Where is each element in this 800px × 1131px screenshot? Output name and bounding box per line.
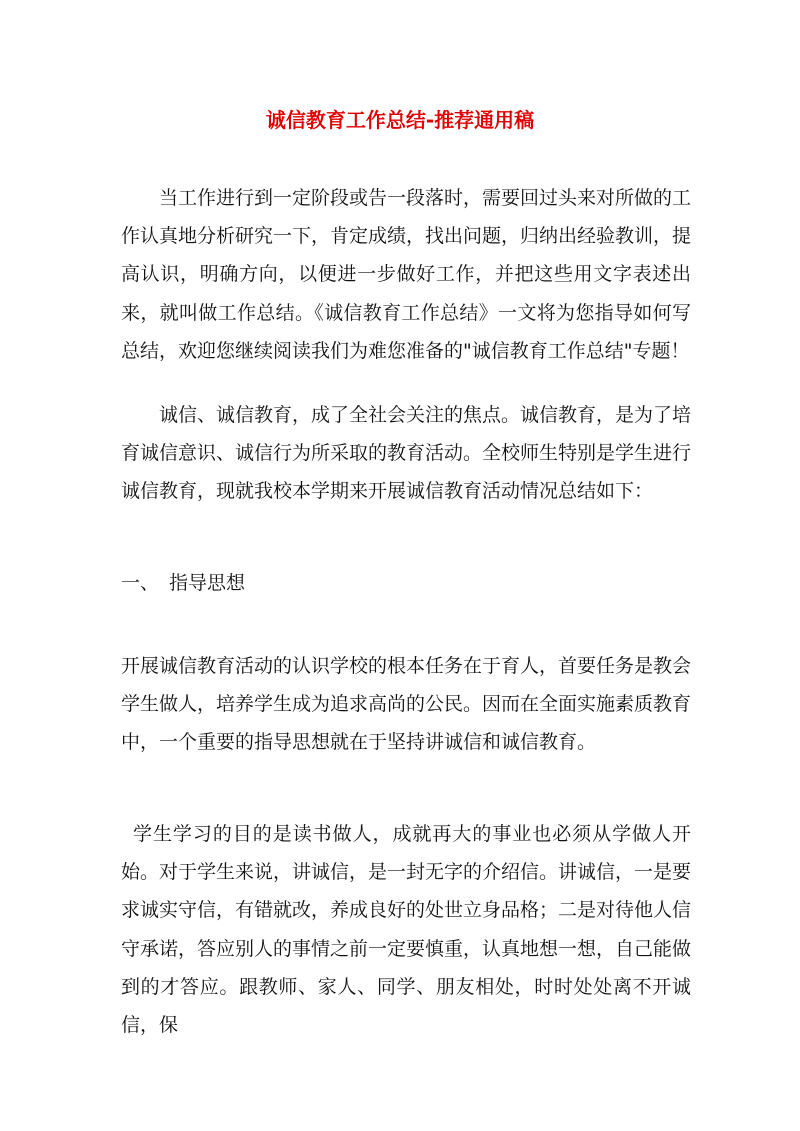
section-label: 指导思想 [169,572,246,594]
section-heading-guiding-ideology [121,564,245,602]
paragraph-overview: 诚信、诚信教育，成了全社会关注的焦点。诚信教育，是为了培育诚信意识、诚信行为所采取的教育活动。全校师生特别是学生进行诚信教育，现就我校本学期来开展诚信教育活动情况总结如下： [121,404,692,503]
paragraph-guiding-ideology: 开展诚信教育活动的认识学校的根本任务在于育人，首要任务是教会学生做人，培养学生成为追求高尚的公民。因而在全面实施素质教育中，一个重要的指导思想就在于坚持讲诚信和诚信教育。 [121,655,692,754]
section-number: 一、 [121,572,160,594]
paragraph-intro: 当工作进行到一定阶段或告一段落时，需要回过头来对所做的工作认真地分析研究一下，肯定成绩，找出问题，归纳出经验教训，提高认识，明确方向，以便进一步做好工作，并把这些用文字表述出来，就叫做工作总结。《诚信教育工作总结》一文将为您指导如何写总结，欢迎您继续阅读我们为难您准备的"诚信教育工作总结"专题！ [121,187,692,362]
paragraph-student-learning: 学生学习的目的是读书做人，成就再大的事业也必须从学做人开始。对于学生来说，讲诚信，是一封无字的介绍信。讲诚信，一是要求诚实守信，有错就改，养成良好的处世立身品格；二是对待他人信守承诺，答应别人的事情之前一定要慎重，认真地想一想，自己能做到的才答应。跟教师、家人、同学、朋友相处，时时处处离不开诚信，保 [121,823,692,1037]
document-title: 诚信教育工作总结-推荐通用稿 [265,108,535,132]
